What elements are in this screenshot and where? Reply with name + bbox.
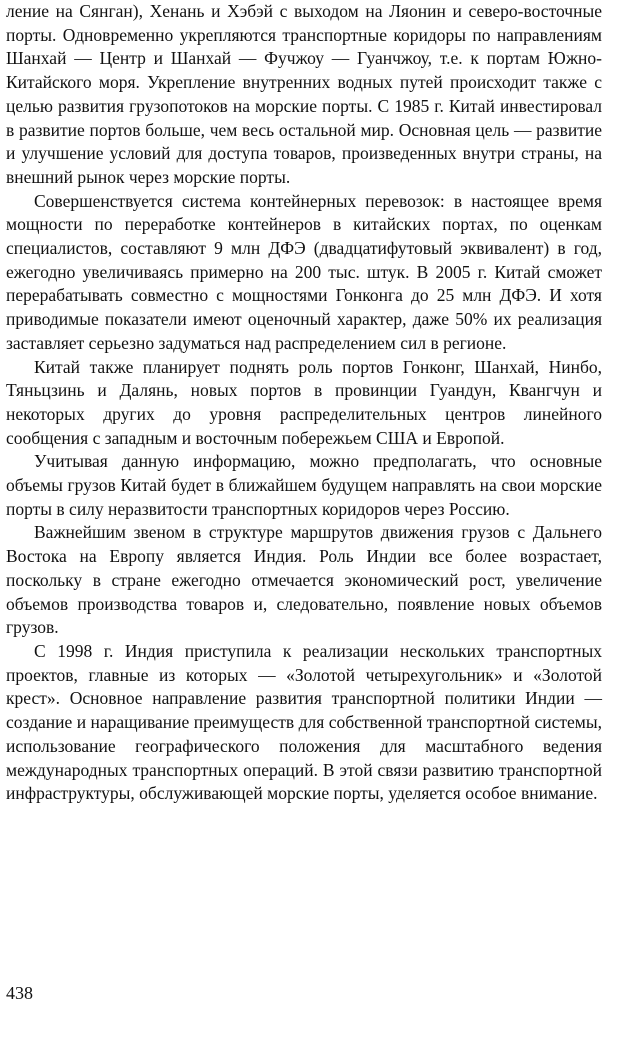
paragraph-1: ление на Сянган), Хенань и Хэбэй с выходом на Ляонин и северо-восточные порты. Одновременно укрепляются транспортные коридоры по направлениям Шанхай — Центр и Шанхай — Фучжоу — Гуанчжоу, т.е. к портам Южно-Китайского моря. Укрепление внутренних водных путей происходит также с целью развития грузопотоков на морские порты. С 1985 г. Китай инвестировал в развитие портов больше, чем весь остальной мир. Основная цель — развитие и улучшение условий для доступа товаров, произведенных внутри страны, на внешний рынок через морские порты. bbox=[6, 1, 602, 187]
paragraph-3: Китай также планирует поднять роль портов Гонконг, Шанхай, Нинбо, Тяньцзинь и Далянь, новых портов в провинции Гуандун, Квангчун и некоторых других до уровня распределительных центров линейного сообщения с западным и восточным побережьем США и Европой. bbox=[6, 356, 602, 448]
paragraph-6: С 1998 г. Индия приступила к реализации нескольких транспортных проектов, главные из которых — «Золотой четырехугольник» и «Золотой крест». Основное направление развития транспортной политики Индии — создание и наращивание преимуществ для собственной транспортной системы, использование географического положения для масштабного ведения международных транспортных операций. В этой связи развитию транспортной инфраструктуры, обслуживающей морские порты, уделяется особое внимание. bbox=[6, 640, 602, 804]
paragraph-2: Совершенствуется система контейнерных перевозок: в настоящее время мощности по переработке контейнеров в китайских портах, по оценкам специалистов, составляют 9 млн ДФЭ (двадцатифутовый эквивалент) в год, ежегодно увеличиваясь примерно на 200 тыс. штук. В 2005 г. Китай сможет перерабатывать совместно с мощностями Гонконга до 25 млн ДФЭ. И хотя приводимые показатели имеют оценочный характер, даже 50% их реализация заставляет серьезно задуматься над распределением сил в регионе. bbox=[6, 190, 602, 353]
body-text bbox=[6, 0, 602, 806]
paragraph-4: Учитывая данную информацию, можно предполагать, что основные объемы грузов Китай будет в ближайшем будущем направлять на свои морские порты в силу неразвитости транспортных коридоров через Россию. bbox=[6, 451, 602, 519]
page-number: 438 bbox=[6, 983, 33, 1003]
paragraph-5: Важнейшим звеном в структуре маршрутов движения грузов с Дальнего Востока на Европу является Индия. Роль Индии все более возрастает, поскольку в стране ежегодно отмечается экономический рост, увеличение объемов производства товаров и, следовательно, появление новых объемов грузов. bbox=[6, 522, 602, 638]
